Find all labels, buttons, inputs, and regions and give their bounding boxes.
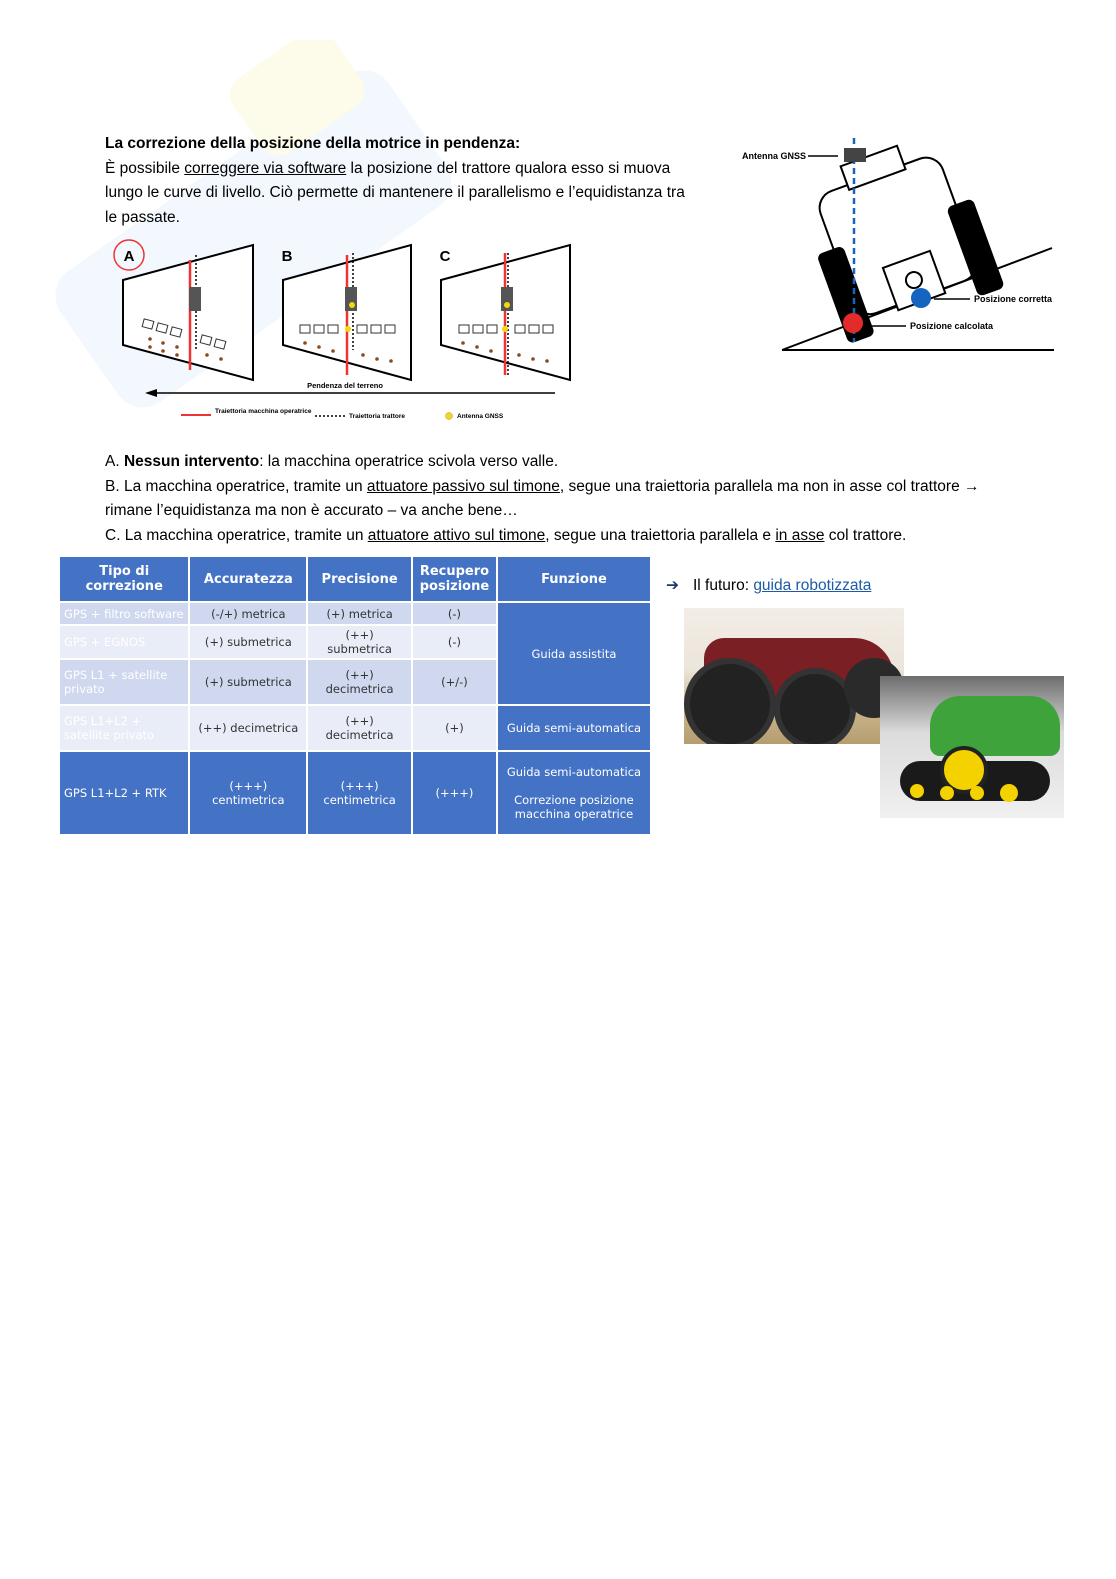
- table-row: GPS + filtro software (-/+) metrica (+) metrica (-) Guida assistita: [59, 602, 651, 625]
- panel-label-a: A: [123, 248, 135, 265]
- correct-position-dot: [911, 288, 931, 308]
- tractor-slope-diagram: [738, 130, 1068, 355]
- panel-label-b: B: [281, 248, 293, 265]
- antenna-label: Antenna GNSS: [741, 151, 806, 161]
- header-precision: Precisione: [307, 556, 412, 602]
- options-list: [105, 450, 1025, 548]
- item-c: C. La macchina operatrice, tramite un attuatore attivo sul timone, segue una traiettoria parallela e in asse col trattore.: [105, 526, 907, 544]
- slope-label: Pendenza del terreno: [307, 381, 383, 390]
- panel-b: [282, 245, 411, 380]
- function-rtk: Guida semi-automatica Correzione posizione macchina operatrice: [497, 751, 651, 835]
- item-a: A. Nessun intervento: la macchina operatrice scivola verso valle.: [105, 453, 559, 470]
- function-semi-auto: Guida semi-automatica: [497, 705, 651, 751]
- intro-paragraph: [105, 157, 685, 231]
- autonomous-tractor-photo-green: [880, 676, 1064, 818]
- legend-antenna: Antenna GNSS: [457, 413, 504, 420]
- panel-a: [114, 240, 253, 380]
- legend-machine: Traiettoria macchina operatrice: [215, 408, 312, 415]
- section-text: [105, 132, 685, 230]
- correct-position-label: Posizione corretta: [974, 294, 1053, 304]
- correction-table: [58, 555, 652, 836]
- intro-text-2: la posizione del trattore qualora esso si muova lungo le curve di livello. Ciò permette di mantenere il parallelismo e l’equidistanza tra le passate.: [105, 159, 685, 226]
- table-row: GPS L1 + satellite privato (+) submetrica (++) decimetrica (+/-): [59, 659, 651, 705]
- arrow-icon: ➔: [666, 577, 679, 594]
- calculated-position-dot: [843, 313, 863, 333]
- header-type: Tipo di correzione: [59, 556, 189, 602]
- slope-correction-diagram: [105, 235, 575, 430]
- autonomous-tractor-photo-red: [684, 608, 904, 744]
- header-accuracy: Accuratezza: [189, 556, 307, 602]
- future-line: ➔ Il futuro: guida robotizzata: [666, 577, 872, 594]
- header-function: Funzione: [497, 556, 651, 602]
- table-row: GPS L1+L2 + RTK (+++) centimetrica (+++) centimetrica (+++) Guida semi-automatica Correzione posizione macchina operatrice: [59, 751, 651, 835]
- section-heading: La correzione della posizione della motrice in pendenza:: [105, 135, 521, 152]
- header-recovery: Recupero posizione: [412, 556, 497, 602]
- panel-c: [440, 245, 570, 380]
- intro-underlined: correggere via software: [184, 159, 347, 177]
- panel-label-c: C: [439, 248, 451, 265]
- item-b: B. La macchina operatrice, tramite un attuatore passivo sul timone, segue una traiettoria parallela ma non in asse col trattore → rimane l’equidistanza ma non è accurato – va anche bene…: [105, 477, 980, 519]
- calculated-position-label: Posizione calcolata: [910, 321, 994, 331]
- function-assisted: Guida assistita: [497, 602, 651, 705]
- intro-text-1: È possibile: [105, 159, 185, 177]
- table-header-row: [59, 556, 651, 602]
- robotic-guide-link[interactable]: guida robotizzata: [753, 577, 872, 594]
- table-row: GPS L1+L2 + satellite privato (++) decimetrica (++) decimetrica (+) Guida semi-automatica: [59, 705, 651, 751]
- table-row: GPS + EGNOS (+) submetrica (++) submetrica (-): [59, 625, 651, 659]
- legend-tractor: Traiettoria trattore: [349, 413, 405, 420]
